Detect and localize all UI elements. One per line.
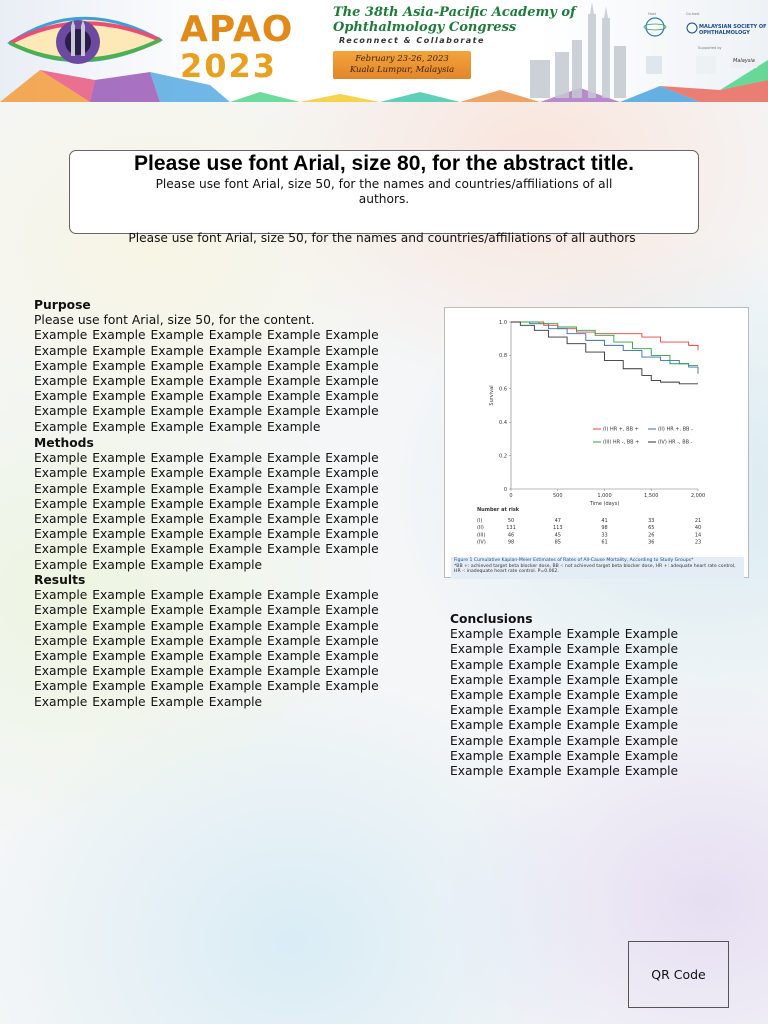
risk-row-value: 131	[506, 525, 516, 532]
risk-row-value: 26	[648, 532, 655, 539]
host-label: Host	[648, 12, 656, 16]
supported-label: Supported by	[698, 46, 722, 50]
x-axis-label: Time (days)	[589, 501, 620, 507]
risk-row-value: 61	[601, 539, 608, 546]
figure-caption-title: Figure 1 Cumulative Kaplan-Meier Estimates of Rates of All-Cause Mortality, According to Study Groups*	[454, 558, 694, 563]
purpose-heading: Purpose	[34, 298, 91, 312]
survival-curve-4	[511, 322, 698, 384]
y-axis-label: Survival	[489, 385, 495, 406]
risk-row-group: (I)	[477, 518, 483, 524]
risk-row-value: 21	[694, 518, 702, 524]
conclusions-section	[450, 612, 720, 779]
y-tick-label: 0.2	[499, 453, 507, 460]
risk-row-value: 33	[648, 518, 655, 524]
survival-curve-1	[511, 322, 698, 350]
methods-body: Example Example Example Example Example Example Example Example Example Example Example Example Example Example Example Example Example Example Example Example Example Example Example Example Example Example Example Example Example Example Example Example Example Example Example Example Example Example Example Example Example Example Example Example Example Example	[34, 451, 379, 572]
purpose-intro: Please use font Arial, size 50, for the content.	[34, 313, 315, 328]
x-tick-label: 2,000	[690, 493, 706, 499]
congress-tagline: Reconnect & Collaborate	[339, 36, 485, 45]
qr-code-label: QR Code	[651, 967, 706, 982]
y-tick-label: 0.8	[499, 353, 507, 360]
congress-date-box	[333, 51, 471, 79]
survival-curve-2	[511, 322, 698, 374]
kaplan-meier-chart	[445, 308, 750, 557]
congress-title: The 38th Asia-Pacific Academy of Ophthalmology Congress	[333, 5, 576, 35]
conclusions-body: Example Example Example Example Example Example Example Example Example Example Example Example Example Example Example Example Example Example Example Example Example Example Example Example Example Example Example Example Example Example Example Example Example Example Example Example Example Example Example Example	[450, 627, 679, 779]
apao-logo-year: 2023	[180, 47, 278, 85]
risk-row-value: 65	[648, 525, 655, 532]
risk-row-value: 113	[552, 525, 563, 532]
x-tick-label: 0	[509, 493, 513, 499]
x-tick-label: 1,000	[597, 493, 612, 499]
risk-row-value: 33	[601, 532, 608, 539]
conclusions-heading: Conclusions	[450, 612, 533, 626]
risk-row-group: (III)	[477, 532, 486, 539]
risk-row-value: 41	[601, 518, 608, 524]
figure-caption	[451, 557, 744, 579]
risk-row-value: 45	[554, 532, 561, 539]
cohost-name: MALAYSIAN SOCIETY OF OPHTHALMOLOGY	[699, 24, 767, 36]
legend-label-2: (II) HR +, BB -	[658, 426, 693, 433]
risk-row-value: 46	[507, 532, 515, 539]
results-body: Example Example Example Example Example Example Example Example Example Example Example Example Example Example Example Example Example Example Example Example Example Example Example Example Example Example Example Example Example Example Example Example Example Example Example Example Example Example Example Example Example Example Example Example Example Example	[34, 588, 379, 709]
x-tick-label: 1,500	[644, 493, 659, 499]
risk-row-value: 14	[694, 532, 702, 539]
y-tick-label: 0	[503, 486, 507, 493]
supporter-name: Malaysia	[733, 58, 755, 64]
abstract-affiliations: Please use font Arial, size 50, for the names and countries/affiliations of all authors	[128, 231, 636, 245]
risk-row-value: 47	[554, 518, 561, 524]
results-section	[34, 573, 419, 710]
purpose-section	[34, 298, 419, 435]
methods-section	[34, 436, 419, 573]
abstract-title: Please use font Arial, size 80, for the abstract title.	[134, 152, 634, 175]
legend-label-3: (III) HR -, BB +	[603, 439, 640, 446]
x-tick-label: 500	[552, 493, 563, 499]
kaplan-meier-figure	[444, 307, 749, 578]
cohost-label: Co-host	[686, 12, 700, 16]
header-banner	[0, 0, 768, 102]
congress-location: Kuala Lumpur, Malaysia	[349, 65, 455, 75]
figure-caption-note: *BB +: achieved target beta blocker dose, BB -: not achieved target beta blocker dose, HR +: adequate heart rate control, HR -: inadequate heart rate control. P=0.062.	[454, 563, 736, 575]
abstract-authors: Please use font Arial, size 50, for the names and countries/affiliations of all authors.	[155, 177, 613, 206]
apao-logo-word: APAO	[180, 9, 294, 50]
risk-row-value: 40	[694, 525, 702, 532]
risk-row-group: (II)	[477, 525, 484, 532]
risk-row-value: 98	[507, 539, 515, 546]
risk-row-value: 50	[507, 518, 515, 524]
methods-heading: Methods	[34, 436, 94, 450]
legend-label-4: (IV) HR -, BB -	[658, 439, 693, 446]
risk-row-group: (IV)	[477, 539, 486, 546]
congress-dates: February 23-26, 2023	[355, 54, 449, 64]
risk-table-header: Number at risk	[477, 507, 520, 513]
risk-row-value: 23	[694, 539, 702, 546]
y-tick-label: 0.4	[499, 420, 507, 426]
risk-row-value: 36	[648, 539, 655, 546]
purpose-body: Example Example Example Example Example Example Example Example Example Example Example Example Example Example Example Example Example Example Example Example Example Example Example Example Example Example Example Example Example Example Example Example Example Example Example Example Example Example Example Example Example	[34, 328, 379, 434]
risk-row-value: 98	[601, 525, 608, 532]
abstract-title-box	[69, 150, 699, 234]
legend-label-1: (I) HR +, BB +	[603, 426, 639, 433]
risk-row-value: 85	[554, 539, 561, 546]
qr-code-placeholder	[628, 941, 729, 1008]
y-tick-label: 1.0	[499, 319, 507, 326]
apao-logo	[180, 9, 330, 85]
y-tick-label: 0.6	[499, 386, 507, 393]
results-heading: Results	[34, 573, 86, 587]
